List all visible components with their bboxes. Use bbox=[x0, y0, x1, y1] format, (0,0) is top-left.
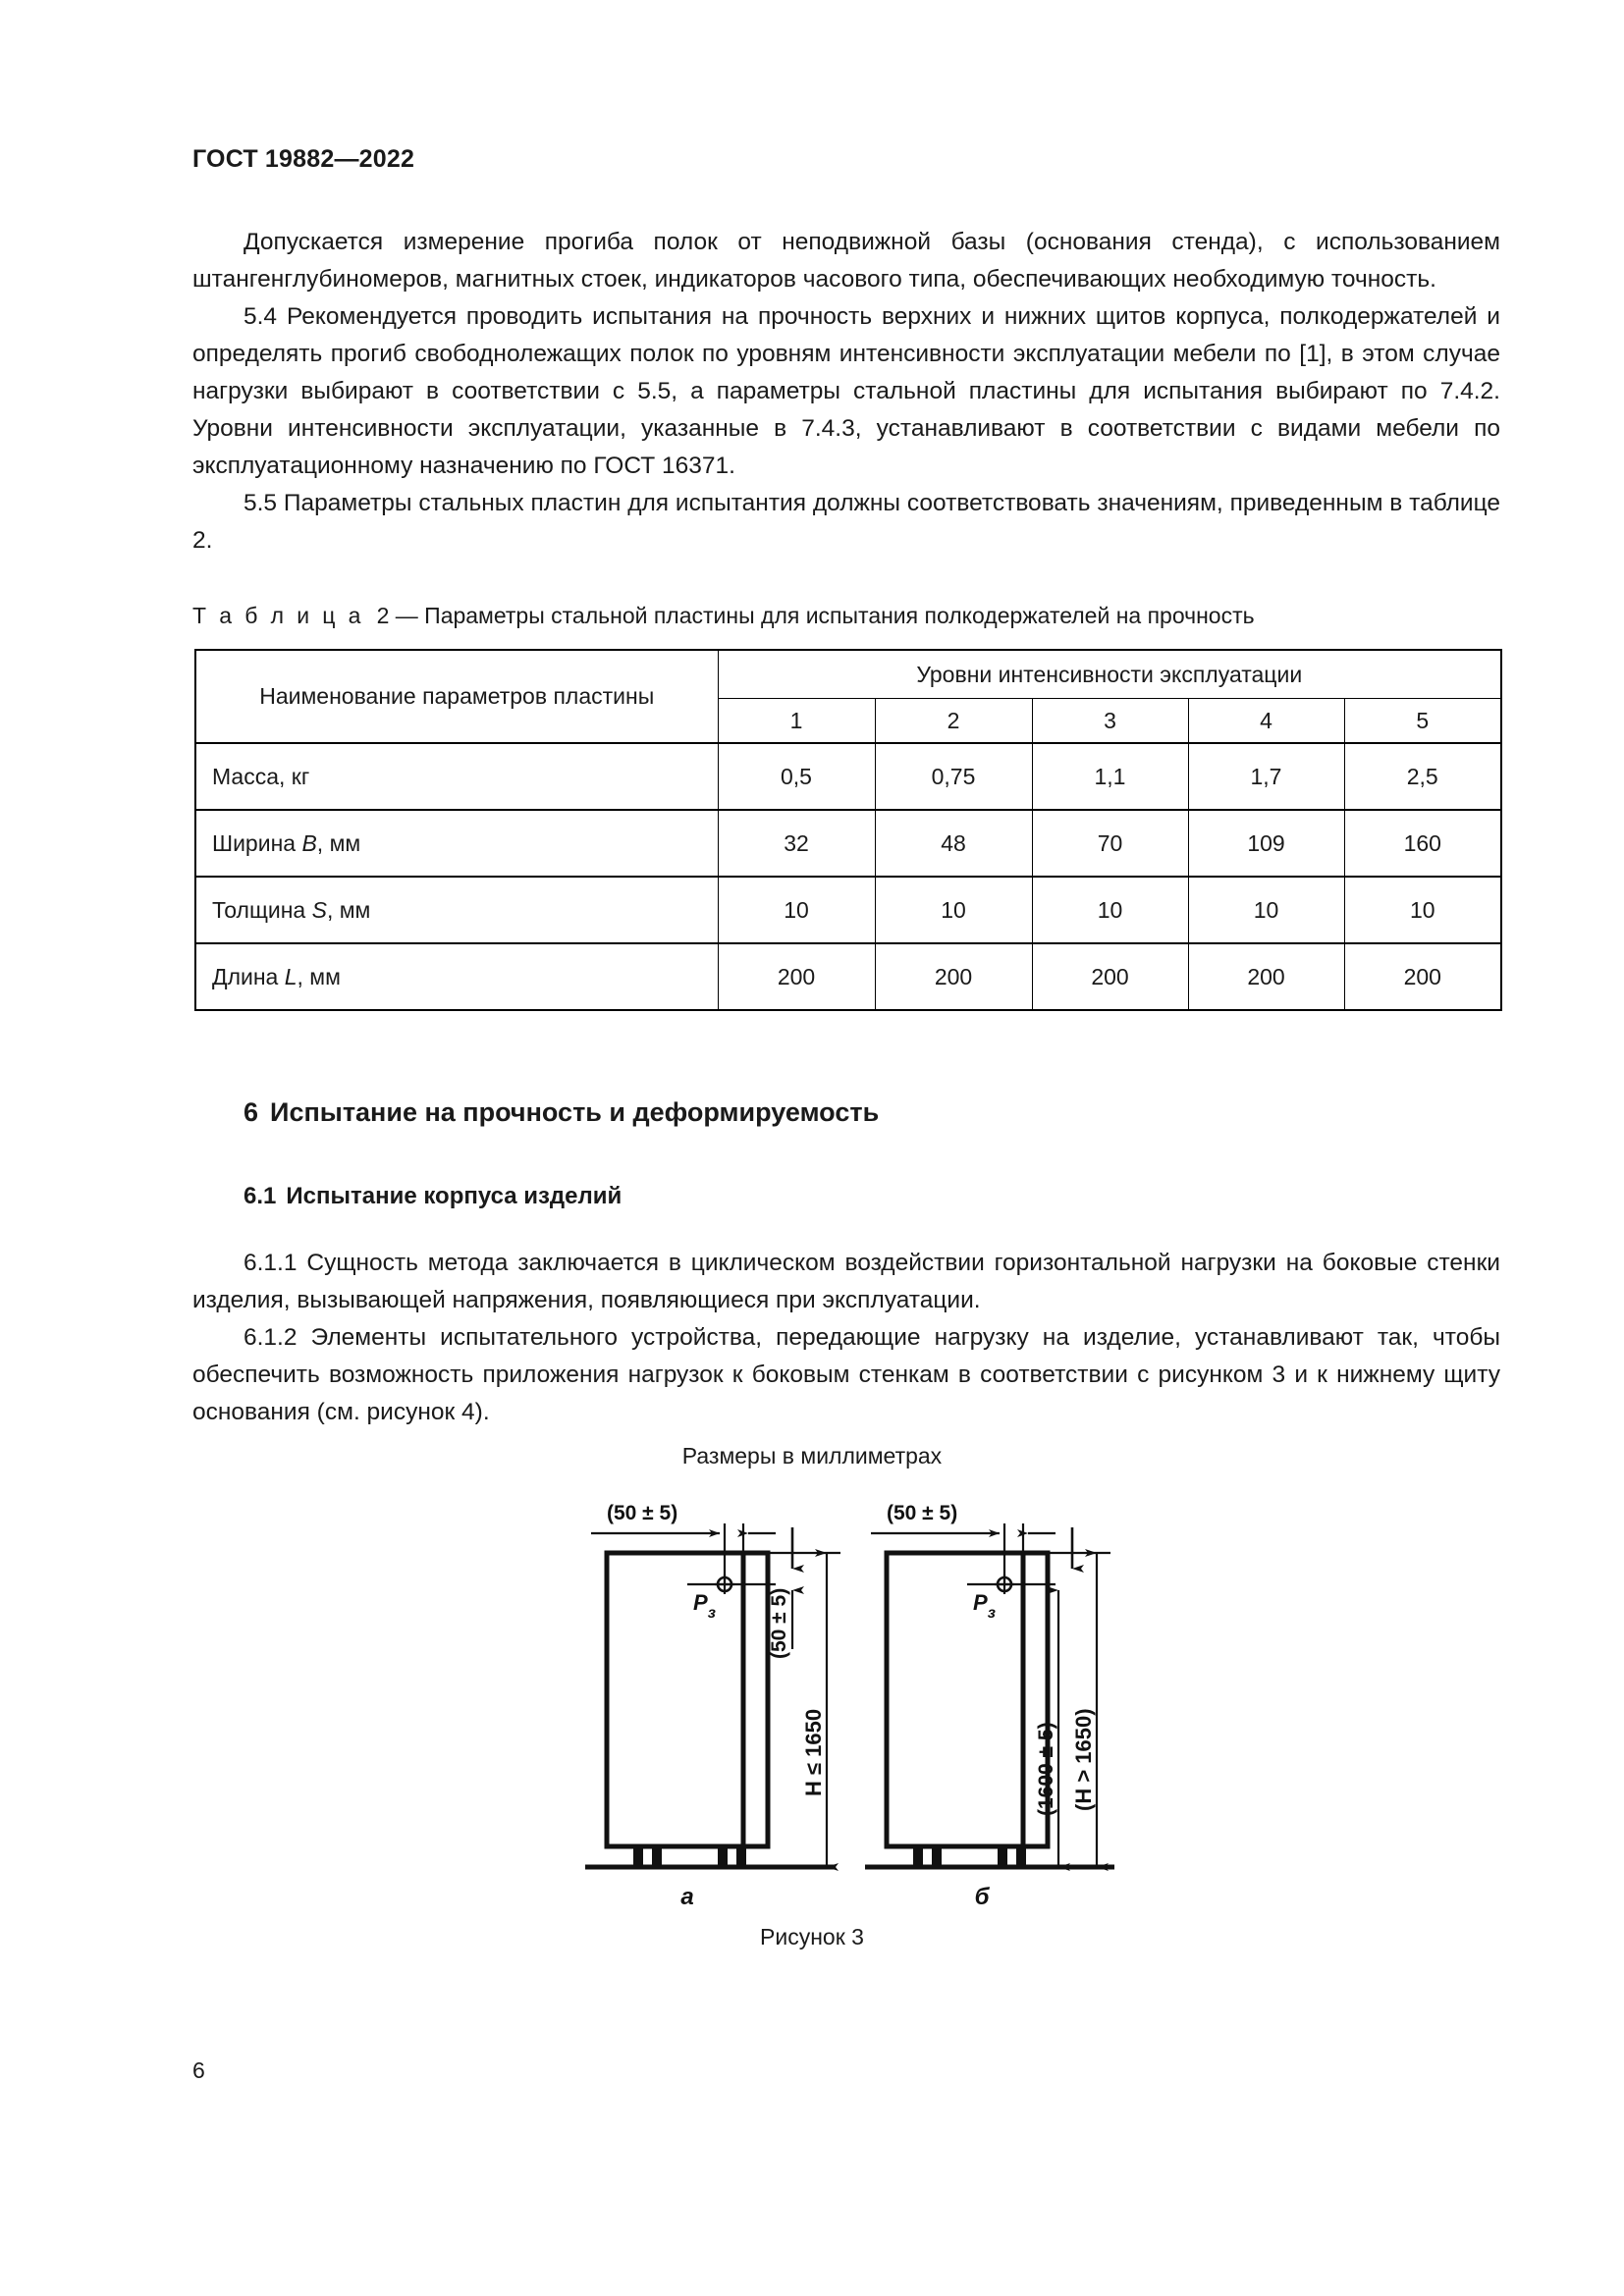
dim-vertical-label-a: (50 ± 5) bbox=[768, 1587, 790, 1659]
figure-3-variant-b bbox=[865, 1502, 1114, 1910]
table-cell: 10 bbox=[1188, 877, 1344, 943]
table-2 bbox=[194, 649, 1502, 1011]
table-caption-title: Параметры стальной пластины для испытания полкодержателей на прочность bbox=[424, 603, 1255, 628]
table-row bbox=[195, 743, 1501, 810]
table-cell: 200 bbox=[1032, 943, 1188, 1010]
table-cell: 2,5 bbox=[1344, 743, 1501, 810]
table-cell: 1,1 bbox=[1032, 743, 1188, 810]
table-cell: 1,7 bbox=[1188, 743, 1344, 810]
table-level-header-1: 1 bbox=[718, 699, 875, 744]
table-level-header-2: 2 bbox=[875, 699, 1032, 744]
cabinet-leg-a-left bbox=[633, 1846, 643, 1865]
table-level-header-5: 5 bbox=[1344, 699, 1501, 744]
row-label-symbol: L bbox=[284, 963, 298, 989]
table-col-header-name: Наименование параметров пластины bbox=[195, 650, 718, 743]
figure-units-note: Размеры в миллиметрах bbox=[681, 1443, 943, 1468]
table-header-row-group bbox=[195, 650, 1501, 699]
table-cell: 10 bbox=[875, 877, 1032, 943]
table-col-header-levels-group: Уровни интенсивности эксплуатации bbox=[718, 650, 1501, 699]
table-2-caption bbox=[192, 601, 1255, 630]
table-cell: 0,5 bbox=[718, 743, 875, 810]
figure-sublabel-b: б bbox=[974, 1884, 990, 1910]
table-cell: 200 bbox=[718, 943, 875, 1010]
section-heading-6 bbox=[244, 1097, 879, 1128]
cabinet-leg-b-left2 bbox=[932, 1846, 942, 1865]
table-row bbox=[195, 810, 1501, 877]
table-row-label-thickness bbox=[195, 877, 718, 943]
table-cell: 10 bbox=[1344, 877, 1501, 943]
row-label-suffix: , мм bbox=[297, 963, 341, 989]
table-cell: 10 bbox=[718, 877, 875, 943]
subsection-title: Испытание корпуса изделий bbox=[286, 1183, 623, 1209]
paragraph-6-1-1: 6.1.1 Сущность метода заключается в циклическом воздействии горизонтальной нагрузки на боковые стенки изделия, вызывающей напряжения, появляющиеся при эксплуатации. bbox=[192, 1250, 1500, 1313]
table-caption-label: Т а б л и ц а bbox=[192, 603, 364, 628]
paragraph-5-5: 5.5 Параметры стальных пластин для испытантия должны соответствовать значениям, приведенным в таблице 2. bbox=[192, 490, 1500, 554]
dim-height-label-a: H ≤ 1650 bbox=[801, 1708, 826, 1796]
table-level-header-4: 4 bbox=[1188, 699, 1344, 744]
table-row bbox=[195, 943, 1501, 1010]
table-row-label-mass bbox=[195, 743, 718, 810]
figure-sublabel-a: а bbox=[680, 1884, 694, 1910]
table-cell: 10 bbox=[1032, 877, 1188, 943]
dim-horizontal-label-a: (50 ± 5) bbox=[607, 1502, 678, 1524]
table-2-wrapper bbox=[194, 649, 1500, 1011]
document-header: ГОСТ 19882—2022 bbox=[192, 145, 415, 173]
section-number: 6 bbox=[244, 1097, 259, 1127]
table-cell: 200 bbox=[1344, 943, 1501, 1010]
table-cell: 160 bbox=[1344, 810, 1501, 877]
load-label-b: $P_з$ bbox=[973, 1590, 996, 1622]
cabinet-leg-b-right2 bbox=[1016, 1846, 1026, 1865]
row-label-prefix: Ширина bbox=[212, 829, 302, 856]
figure-3 bbox=[0, 1443, 1624, 1993]
section-heading-6-1 bbox=[244, 1183, 622, 1210]
table-cell: 48 bbox=[875, 810, 1032, 877]
table-cell: 70 bbox=[1032, 810, 1188, 877]
paragraph-intro: Допускается измерение прогиба полок от неподвижной базы (основания стенда), с использованием штангенглубиномеров, магнитных стоек, индикаторов часового типа, обеспечивающих необходимую точность. bbox=[192, 229, 1500, 293]
dim-height-label-b: (H > 1650) bbox=[1071, 1708, 1096, 1811]
dim-vertical-label-b: (1600 ± 5) bbox=[1035, 1722, 1057, 1816]
table-cell: 0,75 bbox=[875, 743, 1032, 810]
section-title: Испытание на прочность и деформируемость bbox=[270, 1097, 880, 1127]
cabinet-leg-a-left2 bbox=[652, 1846, 662, 1865]
table-row-label-width bbox=[195, 810, 718, 877]
table-cell: 32 bbox=[718, 810, 875, 877]
row-label-suffix: , мм bbox=[326, 896, 371, 923]
table-caption-dash: — bbox=[395, 603, 418, 628]
paragraph-5-4: 5.4 Рекомендуется проводить испытания на прочность верхних и нижних щитов корпуса, полкодержателей и определять прогиб свободнолежащих полок по уровням интенсивности эксплуатации мебели по [1], в этом случае нагрузки выбирают в соответствии с 5.5, а параметры стальной пластины для испытания выбирают по 7.4.2. Уровни интенсивности эксплуатации, указанные в 7.4.3, устанавливают в соответствии с видами мебели по эксплуатационному назначению по ГОСТ 16371. bbox=[192, 303, 1500, 479]
row-label-symbol: S bbox=[311, 896, 327, 923]
cabinet-leg-a-right2 bbox=[736, 1846, 746, 1865]
figure-3-caption: Рисунок 3 bbox=[760, 1924, 864, 1949]
page-number: 6 bbox=[192, 2057, 205, 2083]
cabinet-leg-b-left bbox=[913, 1846, 923, 1865]
cabinet-leg-a-right bbox=[718, 1846, 728, 1865]
table-cell: 200 bbox=[875, 943, 1032, 1010]
table-level-header-3: 3 bbox=[1032, 699, 1188, 744]
figure-3-variant-a bbox=[585, 1502, 840, 1910]
row-label-text: Масса, кг bbox=[212, 763, 310, 789]
row-label-suffix: , мм bbox=[316, 829, 361, 856]
row-label-prefix: Толщина bbox=[212, 896, 312, 923]
cabinet-leg-b-right bbox=[998, 1846, 1007, 1865]
table-cell: 200 bbox=[1188, 943, 1344, 1010]
body-text-block-lower bbox=[192, 1245, 1500, 1431]
table-row bbox=[195, 877, 1501, 943]
load-label-a: $P_з$ bbox=[693, 1590, 716, 1622]
figure-3-drawing bbox=[0, 1472, 1624, 1934]
subsection-number: 6.1 bbox=[244, 1183, 277, 1209]
table-caption-number: 2 bbox=[376, 603, 390, 628]
body-text-block-upper bbox=[192, 224, 1500, 560]
row-label-prefix: Длина bbox=[212, 963, 285, 989]
table-cell: 109 bbox=[1188, 810, 1344, 877]
dim-horizontal-label-b: (50 ± 5) bbox=[887, 1502, 958, 1524]
table-row-label-length bbox=[195, 943, 718, 1010]
row-label-symbol: B bbox=[301, 829, 317, 856]
paragraph-6-1-2: 6.1.2 Элементы испытательного устройства, передающие нагрузку на изделие, устанавливают так, чтобы обеспечить возможность приложения нагрузок к боковым стенкам в соответствии с рисунком 3 и к нижнему щиту основания (см. рисунок 4). bbox=[192, 1324, 1500, 1425]
